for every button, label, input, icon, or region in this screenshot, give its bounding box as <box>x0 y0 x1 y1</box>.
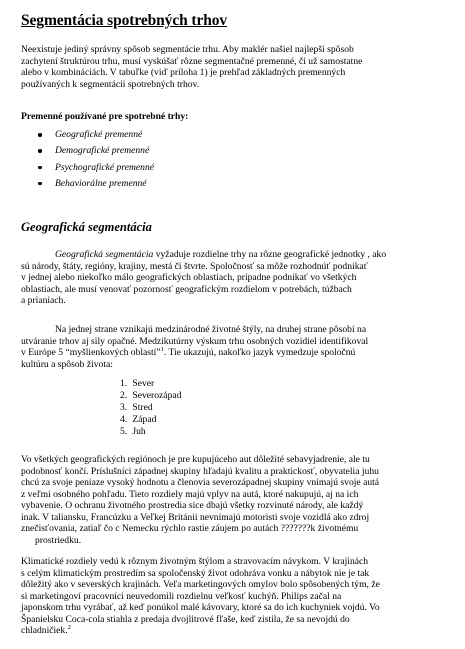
paragraph-line: dôležitý ako v severských krajinách. Veľa marketingových omylov bolo spôsobených tým, že <box>21 579 380 590</box>
list-item: 3. Stred <box>120 402 153 413</box>
paragraph-line: japonskom trhu vyrábať, až keď ponúkol malé kávovary, ktoré sa do ich kuchyniek vojdú. Vo <box>21 602 380 613</box>
page-title: Segmentácia spotrebných trhov <box>21 12 228 29</box>
paragraph-line: inak. V taliansku, Francúzku a Veľkej Británii nevnímajú motoristi svoje vozidlá ako zdroj <box>21 511 370 523</box>
paragraph-line: znečisťovania, zatiaľ čo c Nemecku rýchlo rastie záujem po autách ???????k životnému <box>21 523 359 534</box>
paragraph-line: v Európe 5 “myšlienkových oblastí”$^1$. Tie ukazujú, nakoľko jazyk vymedzuje spoločnú <box>21 345 356 358</box>
intro-paragraph <box>21 44 436 90</box>
paragraph <box>21 324 445 370</box>
paragraph-line: Geografická segmentácia vyžaduje rozdielne trhy na rôzne geografické jednotky , ako <box>55 249 387 260</box>
paragraph-line: sú národy, štáty, regióny, krajiny, mestá či štvrte. Spoločnosť sa môže rozhodnúť podnikať <box>21 260 368 272</box>
paragraph-line: a prianiach. <box>21 295 66 306</box>
paragraph-line: Španielsku Coca-cola stiahla z predaja dvojlitrové fľaše, keď zistila, že sa nevojdú do <box>21 613 350 625</box>
emphasis-text: Geografická segmentácia <box>55 249 154 260</box>
paragraph-line: Vo všetkých geografických regiónoch je pre kupujúceho aut dôležité sebavyjadrenie, ale tu <box>21 454 370 465</box>
list-item-label: Geografické premenné <box>55 129 143 140</box>
paragraph-line: oblastiach, ale musí venovať pozornosť geografickým rozdielom v potrebách, túžbach <box>21 283 352 295</box>
list-item <box>36 145 154 161</box>
paragraph-line: podobnosť končí. Príslušníci západnej skupiny hľadajú kvalitu a praktickosť, obyvatelia juhu <box>21 465 379 477</box>
bullet-icon <box>38 149 42 153</box>
paragraph-line: kultúru a spôsob života: <box>21 358 113 370</box>
footnote-marker[interactable]: 1 <box>160 345 164 353</box>
intro-line: Neexistuje jediný správny spôsob segmentácie trhu. Aby maklér našiel najlepší spôsob <box>21 44 354 55</box>
list-item <box>36 178 154 194</box>
paragraph-line: si marketingoví pracovníci neuvedomili rozdielnu veľkosť kuchýň. Philips začal na <box>21 590 342 602</box>
list-item: 2. Severozápad <box>120 390 182 401</box>
bullet-icon <box>38 166 42 170</box>
list-item: 1. Sever <box>120 378 155 389</box>
paragraph-line: Klimatické rozdiely vedú k rôznym životným štýlom a stravovacím návykom. V krajinách <box>21 556 369 567</box>
paragraph-line: vybavenie. O ochranu životného prostredia sice dbajú všetky rozvinuté národy, ale každý <box>21 500 364 511</box>
variables-list <box>36 129 154 194</box>
paragraph <box>21 556 449 637</box>
paragraph-line: prostriedku. <box>35 534 82 546</box>
intro-line: zachytení štruktúrou trhu, musí vyskúšať rôzne segmentačné premenné, či už samostatne <box>21 55 363 67</box>
paragraph-line: Na jednej strane vznikajú medzinárodné životné štýly, na druhej strane pôsobí na <box>55 324 367 335</box>
paragraph-line: utváranie trhov aj sily opačné. Medzikutúrny výskum trhu osobných vozidiel identifikoval <box>21 335 369 347</box>
list-item <box>36 129 154 145</box>
section-heading: Geografická segmentácia <box>21 220 152 234</box>
list-item-label: Psychografické premenné <box>55 161 155 173</box>
regions-list <box>120 378 181 438</box>
paragraph-line: chcú za svoje peniaze vysoký hodnotu a členovia severozápadnej skupiny vnímajú svoje autá <box>21 477 380 488</box>
bullet-icon <box>38 133 42 137</box>
list-item-label: Demografické premenné <box>55 145 150 157</box>
intro-line: používaných k segmentácii spotrebných trhov. <box>21 78 200 90</box>
paragraph-line: s celým klimatickým prostredím sa spoločenský život odohráva vonku a nábytok nie je tak <box>21 567 370 579</box>
paragraph-line: v jednej alebo niekoľko málo geografických oblastiach, prípadne podnikať vo všetkých <box>21 272 357 283</box>
paragraph <box>21 454 449 546</box>
paragraph-line: z veľmi osobného pohľadu. Tieto rozdiely majú vplyv na autá, ktoré nakupujú, aj na ich <box>21 488 359 500</box>
list-item <box>36 162 154 178</box>
list-item: 4. Západ <box>120 414 157 425</box>
paragraph <box>21 249 445 307</box>
variables-heading: Premenné používané pre spotrebné trhy: <box>21 111 189 122</box>
list-item: 5. Juh <box>120 426 146 437</box>
list-item-label: Behaviorálne premenné <box>55 177 147 189</box>
paragraph-line: chladničiek.$^2$ <box>21 623 71 636</box>
intro-line: alebo v kombináciách. V tabuľke (viď príloha 1) je prehľad základných premenných <box>21 67 346 78</box>
bullet-icon <box>38 182 42 186</box>
footnote-marker[interactable]: 2 <box>67 623 71 631</box>
